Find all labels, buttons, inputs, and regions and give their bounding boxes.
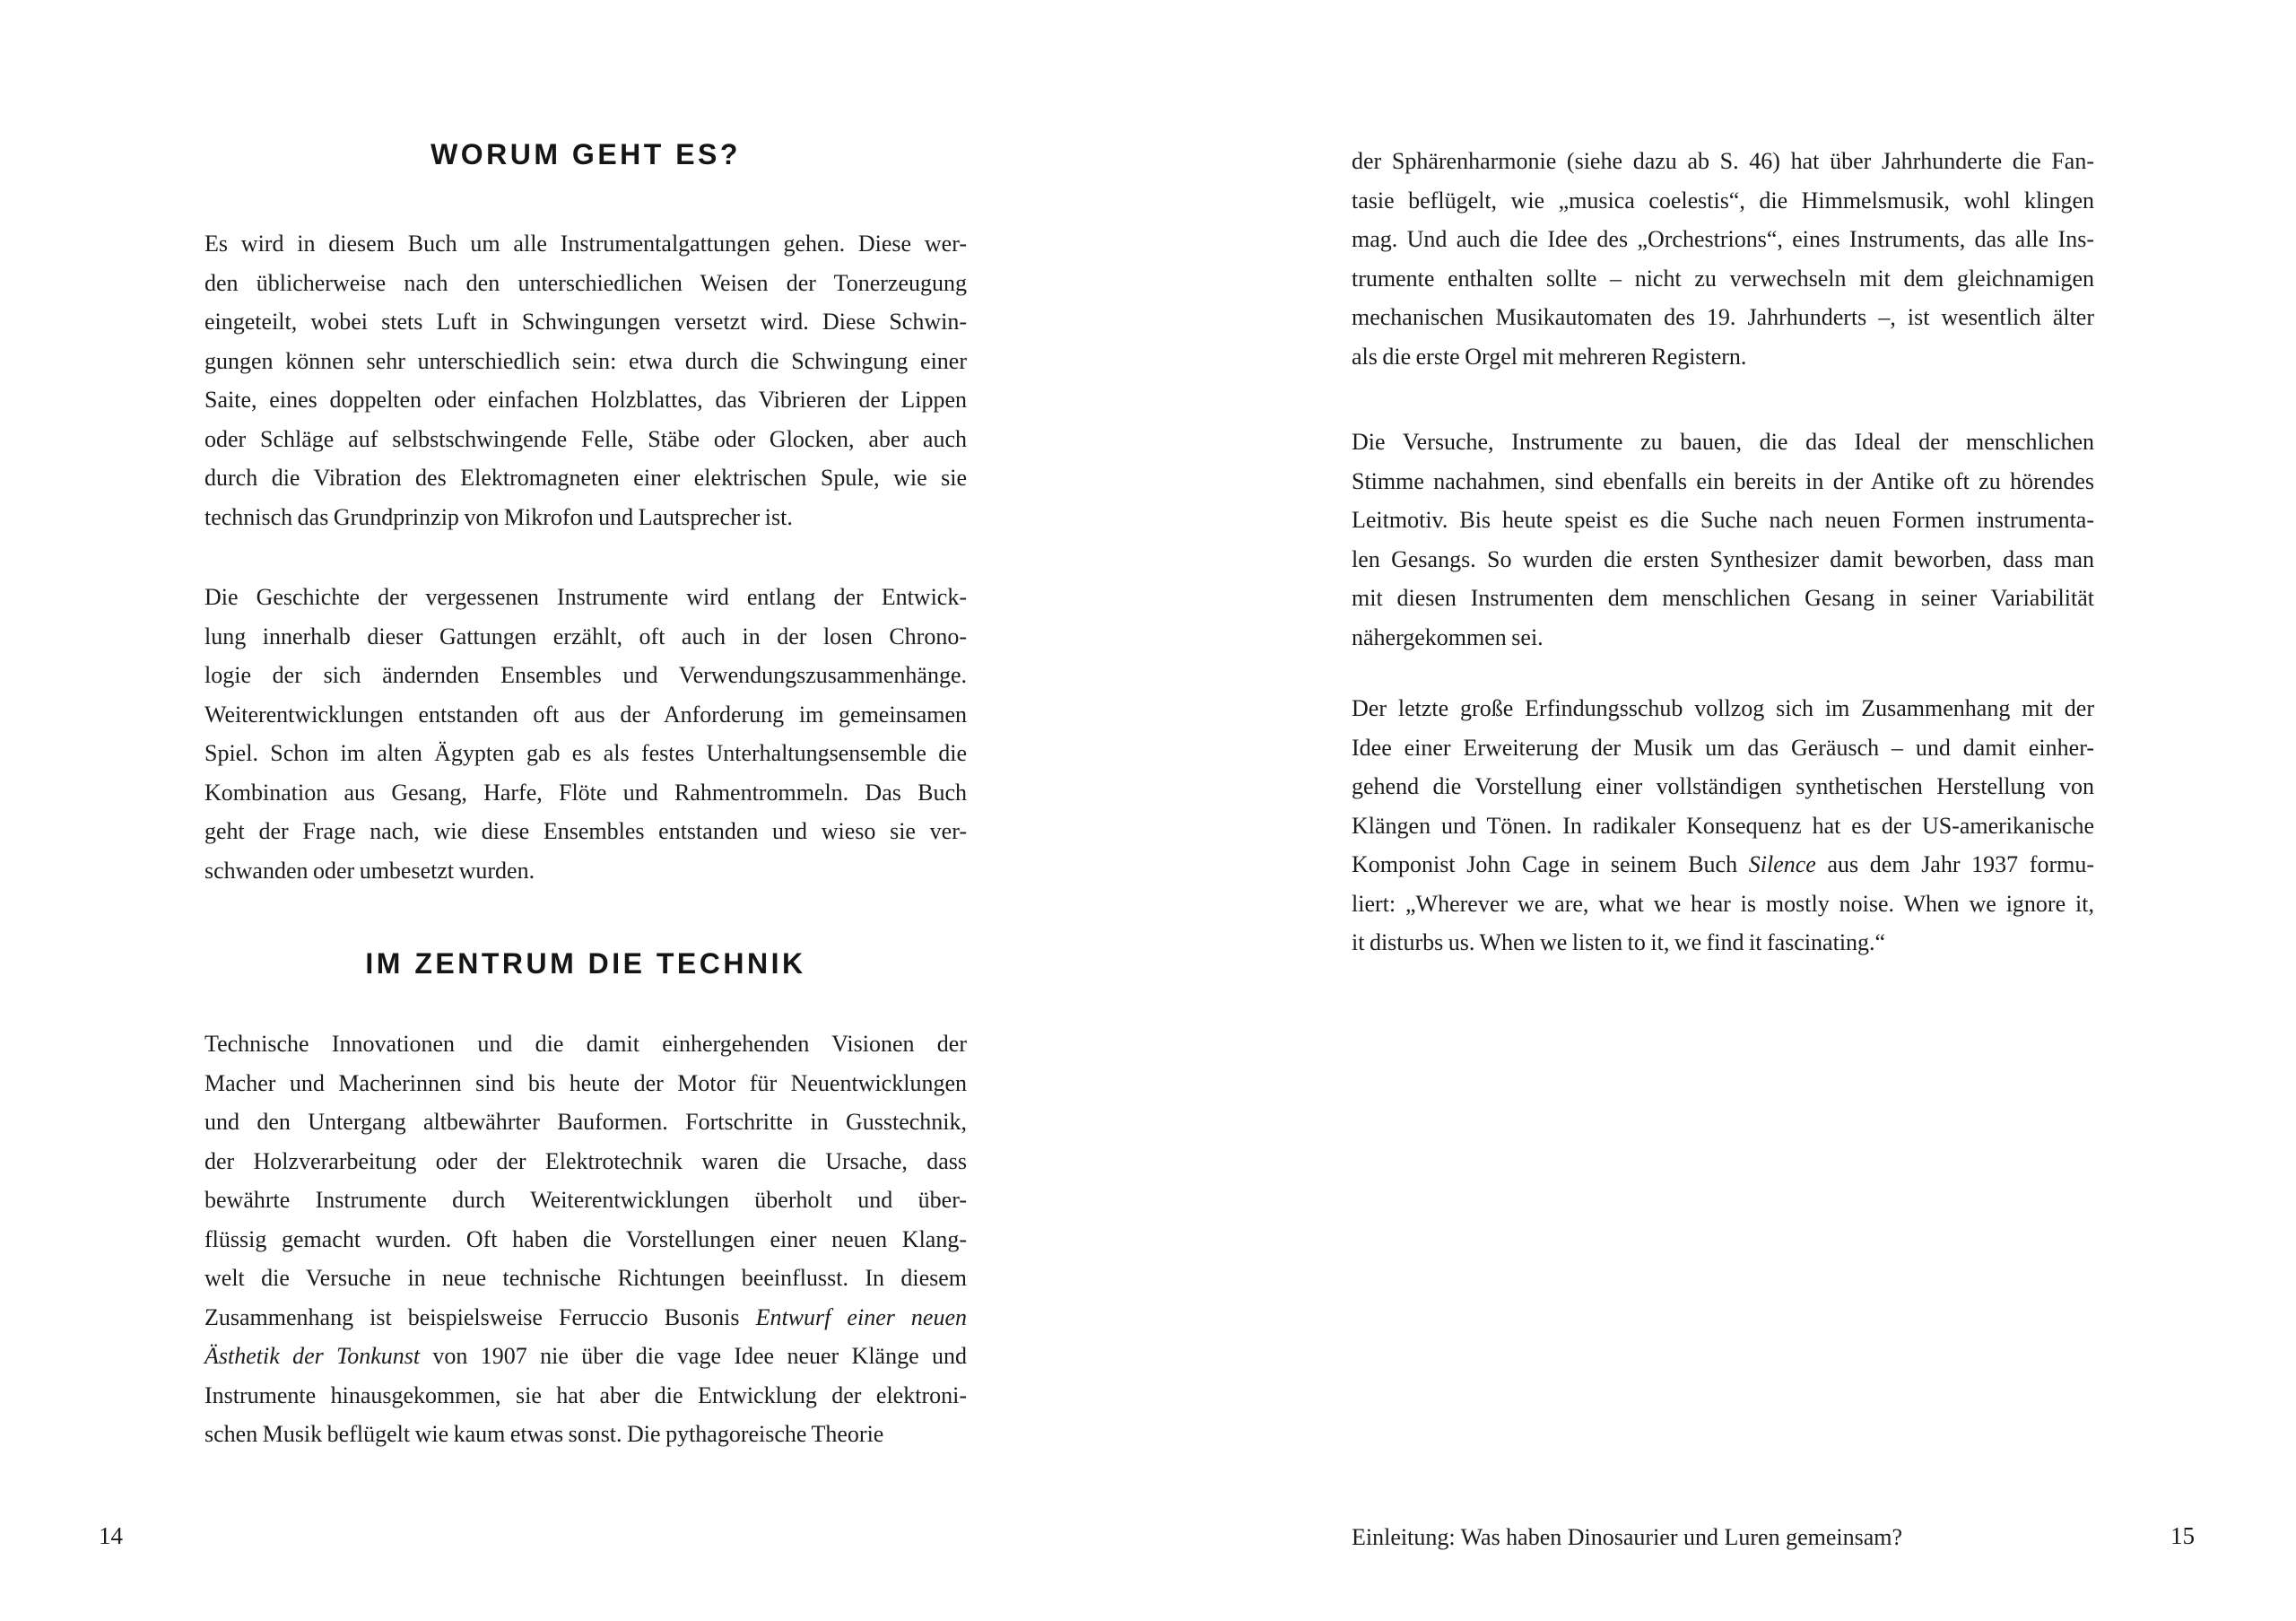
paragraph	[1352, 423, 2094, 657]
text-line	[1352, 689, 2094, 728]
text-line	[1352, 579, 2094, 618]
text-line	[1352, 923, 2094, 963]
text-segment: der Holzverarbeitung oder der Elektrotechnik waren die Ursache, dass	[204, 1147, 967, 1174]
page-number-right: 15	[2170, 1522, 2195, 1549]
text-line	[1352, 767, 2094, 806]
text-line	[1352, 806, 2094, 846]
text-line	[204, 1181, 967, 1220]
text-line	[1352, 462, 2094, 501]
text-segment: Der letzte große Erfindungsschub vollzog sich im Zusammenhang mit der	[1352, 695, 2094, 721]
text-segment: schen Musik beflügelt wie kaum etwas sonst. Die pythagoreische Theorie	[204, 1421, 884, 1447]
text-line	[204, 1102, 967, 1142]
text-line	[204, 734, 967, 773]
paragraph	[204, 578, 967, 890]
text-line	[204, 1064, 967, 1103]
text-segment: liert: „Wherever we are, what we hear is mostly noise. When we ignore it,	[1352, 890, 2094, 917]
text-segment: trumente enthalten sollte – nicht zu verwechseln mit dem gleichnamigen	[1352, 265, 2094, 292]
text-segment: gungen können sehr unterschiedlich sein: etwa durch die Schwingung einer	[204, 347, 967, 374]
text-line	[204, 1259, 967, 1298]
text-segment: Idee einer Erweiterung der Musik um das Geräusch – und damit einher-	[1352, 734, 2094, 761]
text-segment: der Sphärenharmonie (siehe dazu ab S. 46) hat über Jahrhunderte die Fan-	[1352, 148, 2094, 174]
text-segment: Entwurf einer neuen	[755, 1303, 967, 1330]
text-segment: als die erste Orgel mit mehreren Registern.	[1352, 343, 1747, 370]
text-segment: Saite, eines doppelten oder einfachen Holzblattes, das Vibrieren der Lippen	[204, 387, 967, 413]
text-segment: Technische Innovationen und die damit einhergehenden Visionen der	[204, 1031, 967, 1057]
text-line	[1352, 540, 2094, 580]
text-line	[204, 1415, 967, 1454]
text-line	[204, 458, 967, 498]
text-segment: Spiel. Schon im alten Ägypten gab es als festes Unterhaltungsensemble die	[204, 740, 967, 766]
left-page-text-column	[204, 0, 967, 1454]
text-line	[1352, 423, 2094, 462]
text-segment: und den Untergang altbewährter Bauformen. Fortschritte in Gusstechnik,	[204, 1109, 967, 1135]
text-line	[204, 812, 967, 851]
text-line	[204, 498, 967, 537]
text-segment: durch die Vibration des Elektromagneten einer elektrischen Spule, wie sie	[204, 465, 967, 491]
text-segment: lung innerhalb dieser Gattungen erzählt, oft auch in der losen Chrono-	[204, 623, 967, 649]
text-line	[204, 264, 967, 303]
text-segment: Zusammenhang ist beispielsweise Ferruccio Busonis	[204, 1303, 756, 1330]
section-heading: IM ZENTRUM DIE TECHNIK	[365, 947, 806, 980]
text-line	[1352, 142, 2094, 181]
text-segment: len Gesangs. So wurden die ersten Synthesizer damit beworben, dass man	[1352, 545, 2094, 572]
text-line	[1352, 618, 2094, 658]
text-segment: geht der Frage nach, wie diese Ensembles entstanden und wieso sie ver-	[204, 818, 967, 844]
text-segment: oder Schläge auf selbstschwingende Felle, Stäbe oder Glocken, aber auch	[204, 425, 967, 452]
text-line	[204, 1298, 967, 1338]
text-line	[1352, 337, 2094, 377]
right-page-text-column	[1352, 0, 2094, 963]
text-line	[1352, 259, 2094, 299]
text-line	[1352, 501, 2094, 540]
text-segment: mechanischen Musikautomaten des 19. Jahrhunderts –, ist wesentlich älter	[1352, 304, 2094, 330]
text-line	[1352, 181, 2094, 221]
text-line	[1352, 298, 2094, 337]
text-segment: gehend die Vorstellung einer vollständigen synthetischen Herstellung von	[1352, 773, 2094, 799]
text-segment: eingeteilt, wobei stets Luft in Schwingungen versetzt wird. Diese Schwin-	[204, 309, 967, 335]
text-line	[204, 342, 967, 381]
text-segment: schwanden oder umbesetzt wurden.	[204, 857, 535, 884]
text-line	[204, 1376, 967, 1416]
text-line	[204, 380, 967, 420]
text-segment: Silence	[1748, 851, 1816, 877]
text-segment: tasie beflügelt, wie „musica coelestis“, die Himmelsmusik, wohl klingen	[1352, 187, 2094, 214]
text-segment: Leitmotiv. Bis heute speist es die Suche nach neuen Formen instrumenta-	[1352, 507, 2094, 533]
text-segment: den üblicherweise nach den unterschiedlichen Weisen der Tonerzeugung	[204, 269, 967, 296]
text-segment: aus dem Jahr 1937 formu-	[1815, 851, 2095, 877]
text-segment: Die Versuche, Instrumente zu bauen, die das Ideal der menschlichen	[1352, 429, 2094, 455]
running-footer-chapter-title: Einleitung: Was haben Dinosaurier und Luren gemeinsam?	[1352, 1524, 1903, 1550]
text-line	[204, 695, 967, 735]
text-segment: flüssig gemacht wurden. Oft haben die Vorstellungen einer neuen Klang-	[204, 1225, 967, 1252]
paragraph	[204, 224, 967, 536]
paragraph	[1352, 142, 2094, 376]
text-line	[204, 851, 967, 891]
page-number-left: 14	[99, 1522, 123, 1549]
text-line	[1352, 728, 2094, 768]
text-segment: nähergekommen sei.	[1352, 623, 1544, 650]
text-segment: Ästhetik der Tonkunst	[204, 1343, 421, 1369]
text-segment: mag. Und auch die Idee des „Orchestrions“, eines Instruments, das alle Ins-	[1352, 226, 2094, 252]
text-line	[1352, 220, 2094, 259]
text-line	[1352, 845, 2094, 885]
text-line	[204, 578, 967, 617]
section-heading: WORUM GEHT ES?	[430, 138, 741, 170]
paragraph	[1352, 689, 2094, 963]
text-segment: Die Geschichte der vergessenen Instrumente wird entlang der Entwick-	[204, 584, 967, 610]
text-line	[1352, 885, 2094, 924]
text-line	[204, 656, 967, 695]
text-segment: Macher und Macherinnen sind bis heute der Motor für Neuentwicklungen	[204, 1069, 967, 1096]
text-segment: welt die Versuche in neue technische Richtungen beeinflusst. In diesem	[204, 1265, 967, 1291]
text-segment: technisch das Grundprinzip von Mikrofon und Lautsprecher ist.	[204, 503, 793, 530]
text-line	[204, 773, 967, 813]
text-line	[204, 1142, 967, 1181]
text-segment: it disturbs us. When we listen to it, we find it fascinating.“	[1352, 929, 1886, 955]
text-line	[204, 1024, 967, 1064]
text-line	[204, 224, 967, 264]
text-segment: Komponist John Cage in seinem Buch	[1352, 851, 1749, 877]
paragraph	[204, 1024, 967, 1454]
text-segment: Stimme nachahmen, sind ebenfalls ein bereits in der Antike oft zu hörendes	[1352, 467, 2094, 494]
text-segment: mit diesen Instrumenten dem menschlichen Gesang in seiner Variabilität	[1352, 585, 2094, 611]
text-segment: Weiterentwicklungen entstanden oft aus der Anforderung im gemeinsamen	[204, 701, 967, 728]
text-segment: Klängen und Tönen. In radikaler Konsequenz hat es der US-amerikanische	[1352, 812, 2094, 839]
text-segment: Es wird in diesem Buch um alle Instrumentalgattungen gehen. Diese wer-	[204, 231, 967, 257]
text-segment: Instrumente hinausgekommen, sie hat aber die Entwicklung der elektroni-	[204, 1381, 967, 1408]
text-line	[204, 617, 967, 657]
text-line	[204, 420, 967, 459]
text-line	[204, 1220, 967, 1259]
text-segment: logie der sich ändernden Ensembles und Verwendungszusammenhänge.	[204, 662, 967, 688]
text-segment: Kombination aus Gesang, Harfe, Flöte und Rahmentrommeln. Das Buch	[204, 779, 967, 806]
text-line	[204, 1337, 967, 1376]
text-segment: von 1907 nie über die vage Idee neuer Klänge und	[420, 1343, 967, 1369]
text-line	[204, 302, 967, 342]
text-segment: bewährte Instrumente durch Weiterentwicklungen überholt und über-	[204, 1187, 967, 1213]
